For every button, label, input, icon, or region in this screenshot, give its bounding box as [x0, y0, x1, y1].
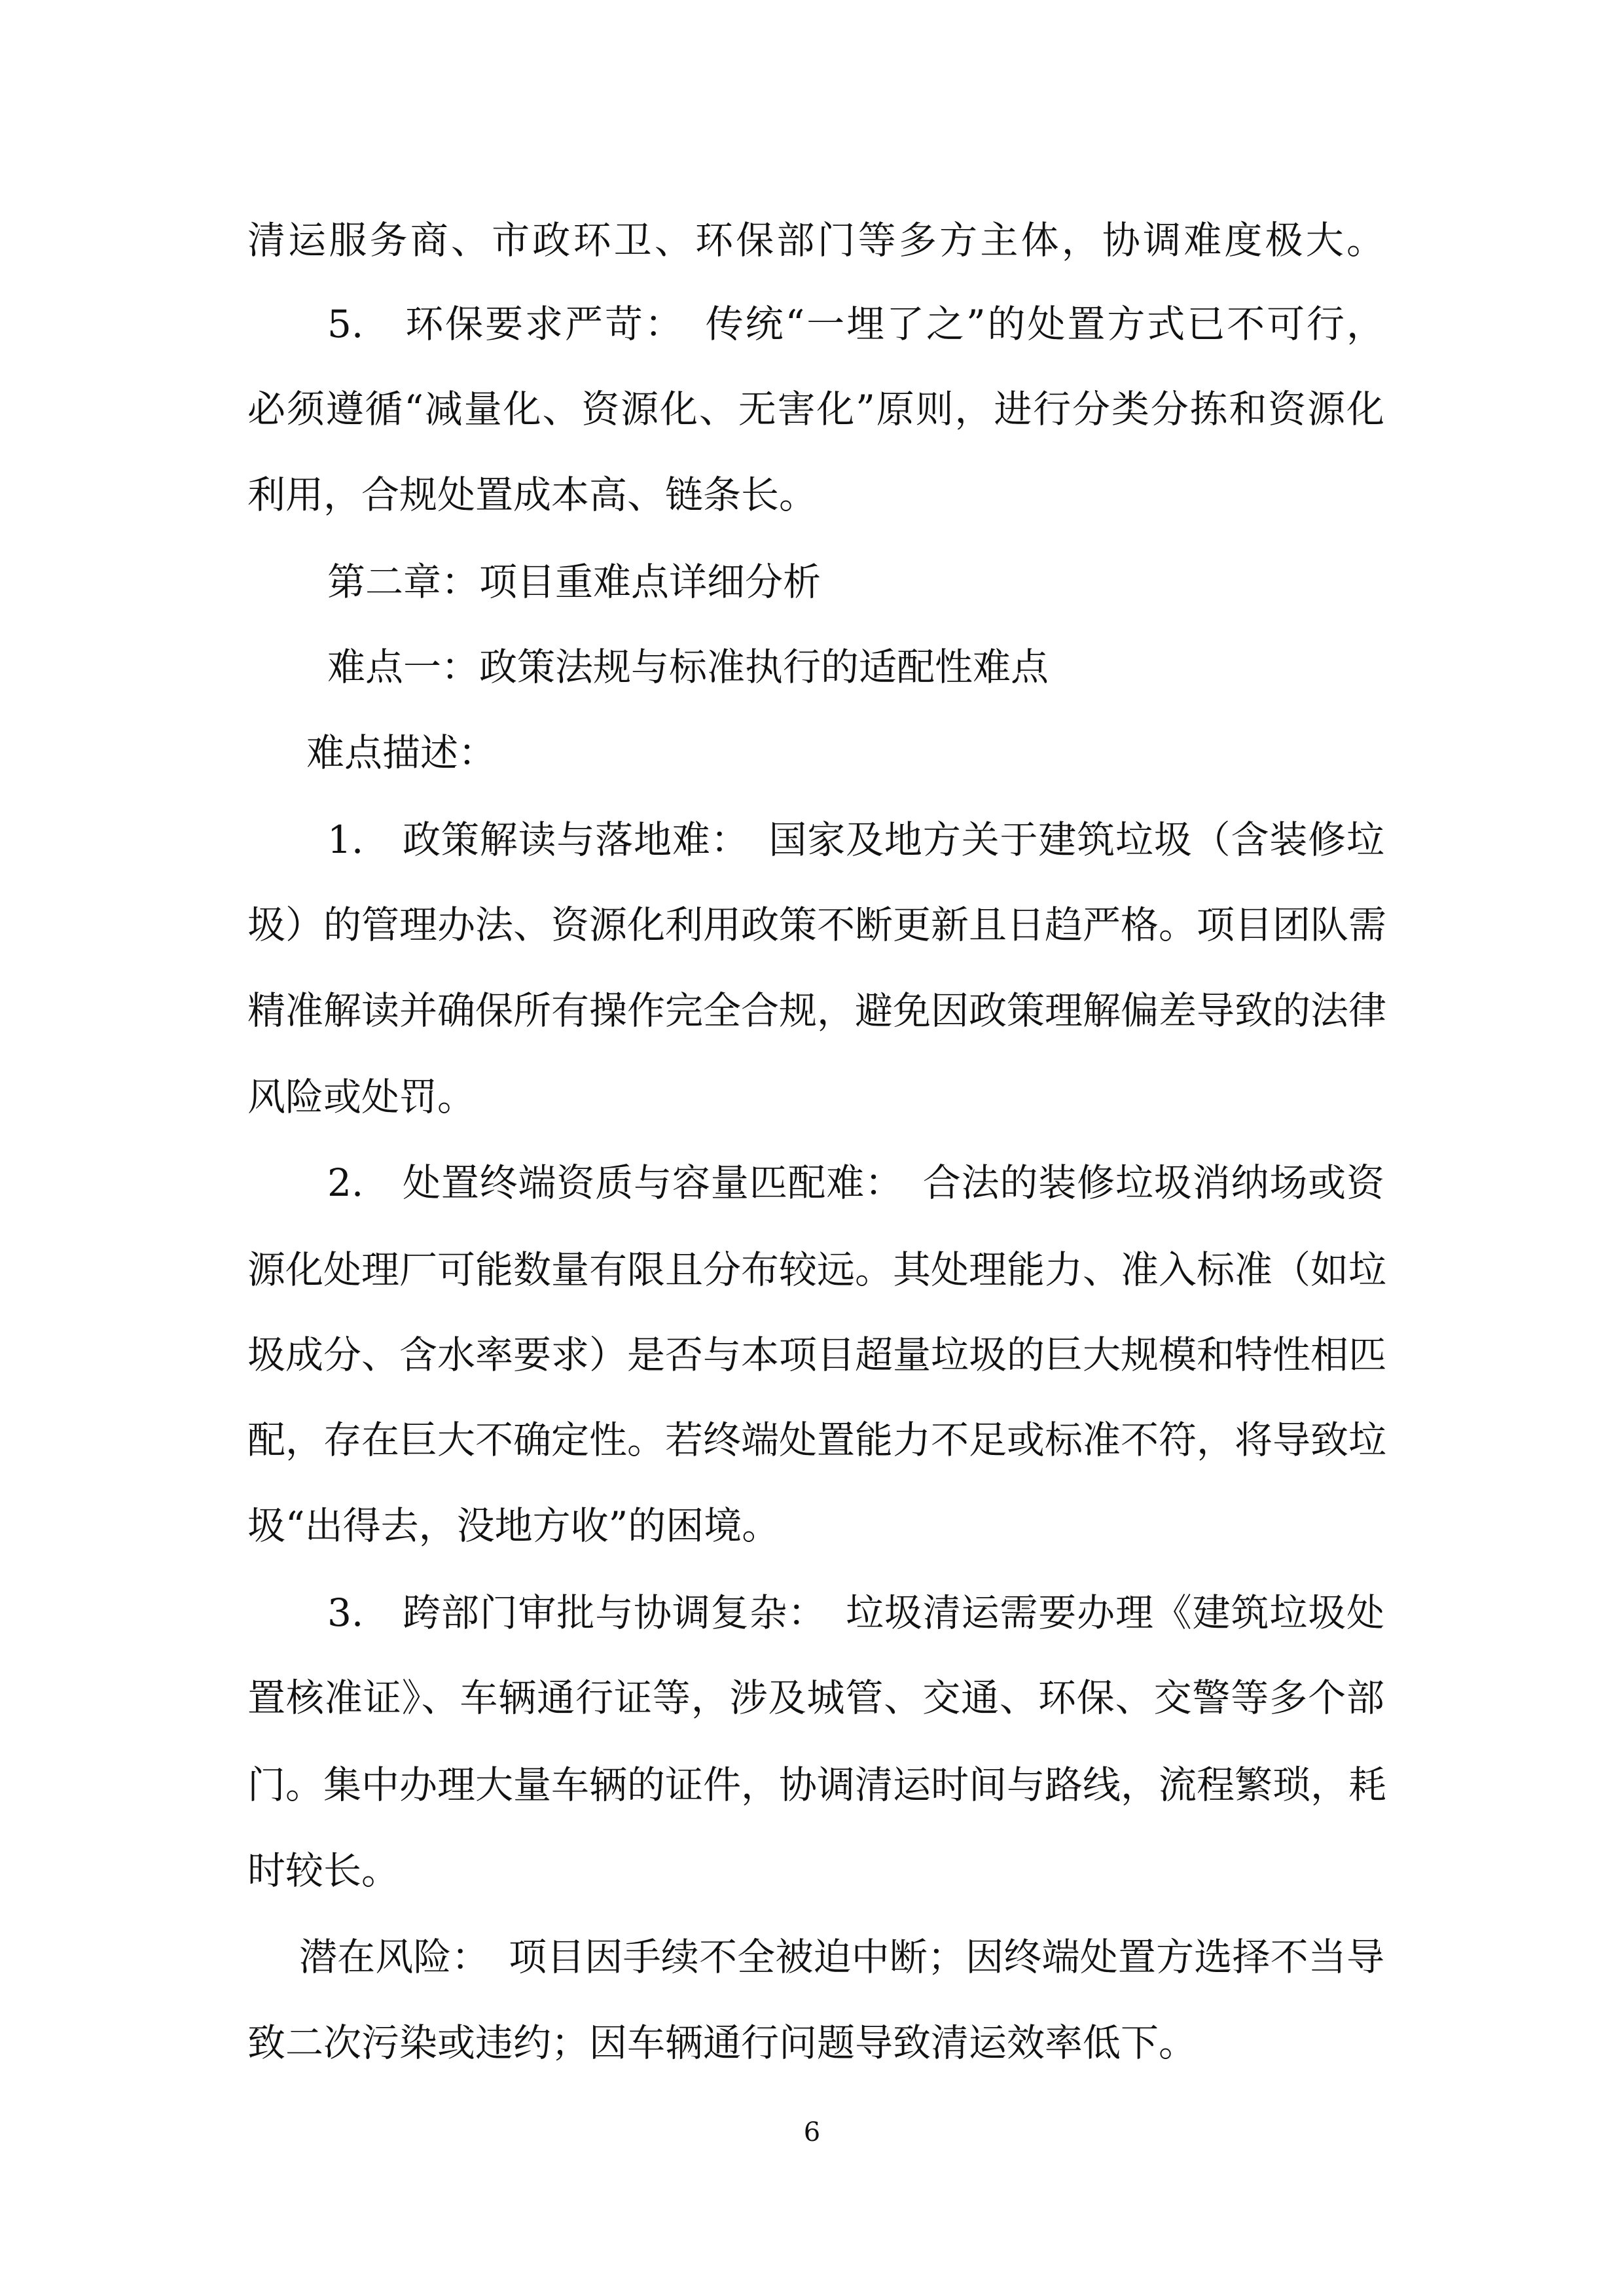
section-heading: 难点一：政策法规与标准执行的适配性难点: [327, 645, 1049, 689]
risk-paragraph-line: 潜在风险： 项目因手续不全被迫中断；因终端处置方选择不当导: [299, 1935, 1384, 1979]
list-item-2-heading: 2. 处置终端资质与容量匹配难： 合法的装修垃圾消纳场或资: [327, 1160, 1384, 1205]
list-item-5-heading: 5. 环保要求严苛： 传统“一埋了之”的处置方式已不可行，: [327, 302, 1384, 346]
page-number: 6: [803, 2117, 821, 2147]
paragraph-line: 置核准证》、车辆通行证等，涉及城管、交通、环保、交警等多个部: [247, 1676, 1384, 1720]
paragraph-line: 清运服务商、市政环卫、环保部门等多方主体，协调难度极大。: [247, 218, 1384, 262]
subsection-label: 难点描述：: [306, 730, 497, 775]
paragraph-line: 致二次污染或违约；因车辆通行问题导致清运效率低下。: [247, 2020, 1197, 2065]
paragraph-line: 利用，合规处置成本高、链条长。: [247, 473, 818, 517]
paragraph-line: 时较长。: [247, 1848, 400, 1893]
list-item-3-heading: 3. 跨部门审批与协调复杂： 垃圾清运需要办理《建筑垃圾处: [327, 1590, 1384, 1635]
paragraph-line: 源化处理厂可能数量有限且分布较远。其处理能力、准入标准（如垃: [247, 1247, 1387, 1292]
paragraph-line: 精准解读并确保所有操作完全合规，避免因政策理解偏差导致的法律: [247, 988, 1387, 1033]
paragraph-line: 圾“出得去，没地方收”的困境。: [247, 1503, 780, 1548]
list-item-1-heading: 1. 政策解读与落地难： 国家及地方关于建筑垃圾（含装修垃: [327, 817, 1384, 862]
paragraph-line: 配，存在巨大不确定性。若终端处置能力不足或标准不符，将导致垃: [247, 1418, 1387, 1462]
paragraph-line: 必须遵循“减量化、资源化、无害化”原则，进行分类分拣和资源化: [247, 387, 1384, 431]
paragraph-line: 风险或处罚。: [247, 1075, 476, 1119]
paragraph-line: 圾）的管理办法、资源化利用政策不断更新且日趋严格。项目团队需: [247, 903, 1387, 947]
paragraph-line: 门。集中办理大量车辆的证件，协调清运时间与路线，流程繁琐，耗: [247, 1763, 1387, 1807]
chapter-heading: 第二章：项目重难点详细分析: [327, 560, 821, 604]
paragraph-line: 圾成分、含水率要求）是否与本项目超量垃圾的巨大规模和特性相匹: [247, 1333, 1387, 1377]
